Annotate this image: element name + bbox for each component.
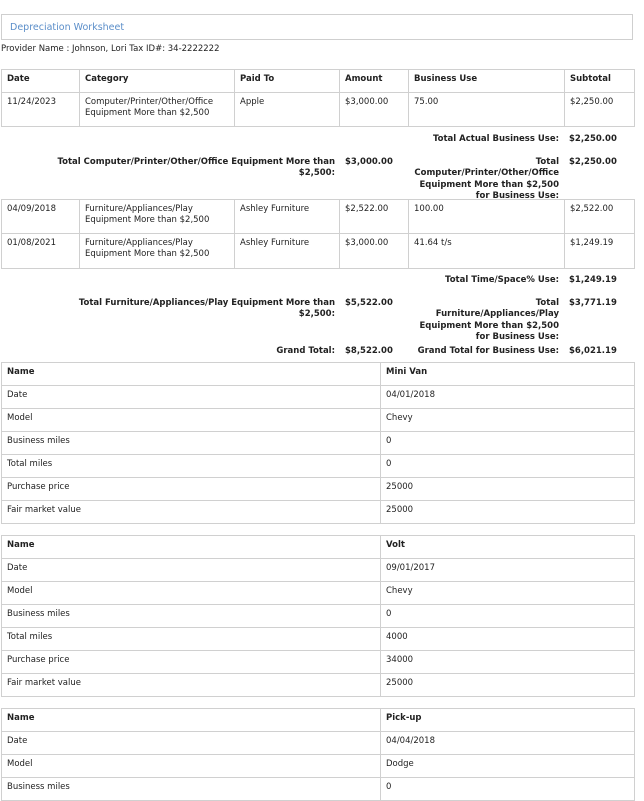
col-header-date: Date bbox=[2, 70, 80, 93]
table-row bbox=[2, 200, 635, 234]
cell-business-use: 100.00 bbox=[409, 200, 565, 234]
group1-business-use-label: Total Computer/Printer/Other/Office Equipment More than $2,500 for Business Use: bbox=[414, 157, 559, 202]
cell-category: Computer/Printer/Other/Office Equipment More than $2,500 bbox=[80, 93, 235, 127]
worksheet-title-box bbox=[1, 14, 633, 40]
vehicle-row bbox=[2, 605, 635, 628]
cell-amount: $2,522.00 bbox=[340, 200, 409, 234]
vehicle-field-label: Name bbox=[2, 363, 381, 386]
provider-line: Provider Name : Johnson, Lori Tax ID#: 34-2222222 bbox=[1, 44, 220, 54]
cell-amount: $3,000.00 bbox=[340, 234, 409, 269]
vehicle-field-label: Business miles bbox=[2, 778, 381, 801]
vehicle-field-value: 04/01/2018 bbox=[381, 386, 635, 409]
cell-date: 04/09/2018 bbox=[2, 200, 80, 234]
table-header-row bbox=[2, 70, 635, 93]
vehicle-field-value: 4000 bbox=[381, 628, 635, 651]
cell-business-use: 41.64 t/s bbox=[409, 234, 565, 269]
vehicle-row bbox=[2, 709, 635, 732]
group2-total-value: $5,522.00 bbox=[345, 298, 393, 308]
col-header-business-use: Business Use bbox=[409, 70, 565, 93]
cell-category: Furniture/Appliances/Play Equipment More than $2,500 bbox=[80, 234, 235, 269]
vehicle-field-label: Name bbox=[2, 709, 381, 732]
vehicle-field-value: Chevy bbox=[381, 582, 635, 605]
vehicle-field-value: Chevy bbox=[381, 409, 635, 432]
vehicle-field-label: Date bbox=[2, 732, 381, 755]
vehicle-field-value: 0 bbox=[381, 432, 635, 455]
vehicle-field-label: Business miles bbox=[2, 605, 381, 628]
vehicle-field-value: Mini Van bbox=[381, 363, 635, 386]
vehicle-field-label: Total miles bbox=[2, 628, 381, 651]
table-row bbox=[2, 234, 635, 269]
group1-total-label: Total Computer/Printer/Other/Office Equipment More than $2,500: bbox=[57, 157, 335, 179]
vehicle-row bbox=[2, 501, 635, 524]
group1-actual-label: Total Actual Business Use: bbox=[432, 134, 559, 144]
vehicle-field-value: 25000 bbox=[381, 674, 635, 697]
vehicle-row bbox=[2, 386, 635, 409]
vehicle-row bbox=[2, 536, 635, 559]
vehicle-field-label: Purchase price bbox=[2, 651, 381, 674]
vehicle-field-value: 34000 bbox=[381, 651, 635, 674]
vehicle-field-value: 25000 bbox=[381, 501, 635, 524]
vehicle-field-value: 0 bbox=[381, 605, 635, 628]
vehicle-row bbox=[2, 628, 635, 651]
vehicle-row bbox=[2, 732, 635, 755]
cell-subtotal: $2,250.00 bbox=[565, 93, 635, 127]
equipment-table-1 bbox=[1, 69, 635, 127]
vehicle-field-label: Date bbox=[2, 386, 381, 409]
group1-business-use-value: $2,250.00 bbox=[569, 157, 617, 167]
col-header-category: Category bbox=[80, 70, 235, 93]
vehicle-table-3 bbox=[1, 708, 635, 801]
vehicle-row bbox=[2, 755, 635, 778]
group2-time-space-value: $1,249.19 bbox=[569, 275, 617, 285]
vehicle-row bbox=[2, 651, 635, 674]
cell-subtotal: $1,249.19 bbox=[565, 234, 635, 269]
vehicle-field-value: 04/04/2018 bbox=[381, 732, 635, 755]
group2-total-label: Total Furniture/Appliances/Play Equipment More than $2,500: bbox=[78, 298, 335, 320]
cell-category: Furniture/Appliances/Play Equipment More than $2,500 bbox=[80, 200, 235, 234]
equipment-table-2 bbox=[1, 199, 635, 269]
col-header-subtotal: Subtotal bbox=[565, 70, 635, 93]
group2-business-use-label: Total Furniture/Appliances/Play Equipment More than $2,500 for Business Use: bbox=[419, 298, 559, 343]
group2-time-space-label: Total Time/Space% Use: bbox=[445, 275, 559, 285]
group1-total-value: $3,000.00 bbox=[345, 157, 393, 167]
vehicle-row bbox=[2, 409, 635, 432]
vehicle-field-label: Purchase price bbox=[2, 478, 381, 501]
vehicle-row bbox=[2, 478, 635, 501]
vehicle-field-label: Business miles bbox=[2, 432, 381, 455]
vehicle-field-value: Volt bbox=[381, 536, 635, 559]
vehicle-field-label: Model bbox=[2, 409, 381, 432]
vehicle-field-label: Fair market value bbox=[2, 501, 381, 524]
vehicle-table-1 bbox=[1, 362, 635, 524]
vehicle-row bbox=[2, 559, 635, 582]
cell-subtotal: $2,522.00 bbox=[565, 200, 635, 234]
cell-date: 01/08/2021 bbox=[2, 234, 80, 269]
vehicle-field-value: 09/01/2017 bbox=[381, 559, 635, 582]
vehicle-row bbox=[2, 582, 635, 605]
grand-total-business-use-label: Grand Total for Business Use: bbox=[417, 346, 559, 356]
cell-business-use: 75.00 bbox=[409, 93, 565, 127]
vehicle-field-label: Date bbox=[2, 559, 381, 582]
vehicle-field-value: Dodge bbox=[381, 755, 635, 778]
table-row bbox=[2, 93, 635, 127]
cell-paid-to: Apple bbox=[235, 93, 340, 127]
vehicle-row bbox=[2, 455, 635, 478]
vehicle-row bbox=[2, 432, 635, 455]
vehicle-field-label: Total miles bbox=[2, 455, 381, 478]
vehicle-field-label: Name bbox=[2, 536, 381, 559]
col-header-paid-to: Paid To bbox=[235, 70, 340, 93]
worksheet-title: Depreciation Worksheet bbox=[10, 22, 125, 33]
vehicle-field-value: 0 bbox=[381, 455, 635, 478]
vehicle-field-value: 0 bbox=[381, 778, 635, 801]
vehicle-row bbox=[2, 363, 635, 386]
cell-amount: $3,000.00 bbox=[340, 93, 409, 127]
group2-business-use-value: $3,771.19 bbox=[569, 298, 617, 308]
vehicle-table-2 bbox=[1, 535, 635, 697]
vehicle-row bbox=[2, 674, 635, 697]
vehicle-field-label: Fair market value bbox=[2, 674, 381, 697]
vehicle-field-label: Model bbox=[2, 755, 381, 778]
cell-paid-to: Ashley Furniture bbox=[235, 200, 340, 234]
col-header-amount: Amount bbox=[340, 70, 409, 93]
grand-total-label: Grand Total: bbox=[276, 346, 335, 356]
vehicle-row bbox=[2, 778, 635, 801]
cell-paid-to: Ashley Furniture bbox=[235, 234, 340, 269]
vehicle-field-value: 25000 bbox=[381, 478, 635, 501]
group1-actual-value: $2,250.00 bbox=[569, 134, 617, 144]
cell-date: 11/24/2023 bbox=[2, 93, 80, 127]
vehicle-field-label: Model bbox=[2, 582, 381, 605]
vehicle-field-value: Pick-up bbox=[381, 709, 635, 732]
grand-total-business-use-value: $6,021.19 bbox=[569, 346, 617, 356]
grand-total-value: $8,522.00 bbox=[345, 346, 393, 356]
